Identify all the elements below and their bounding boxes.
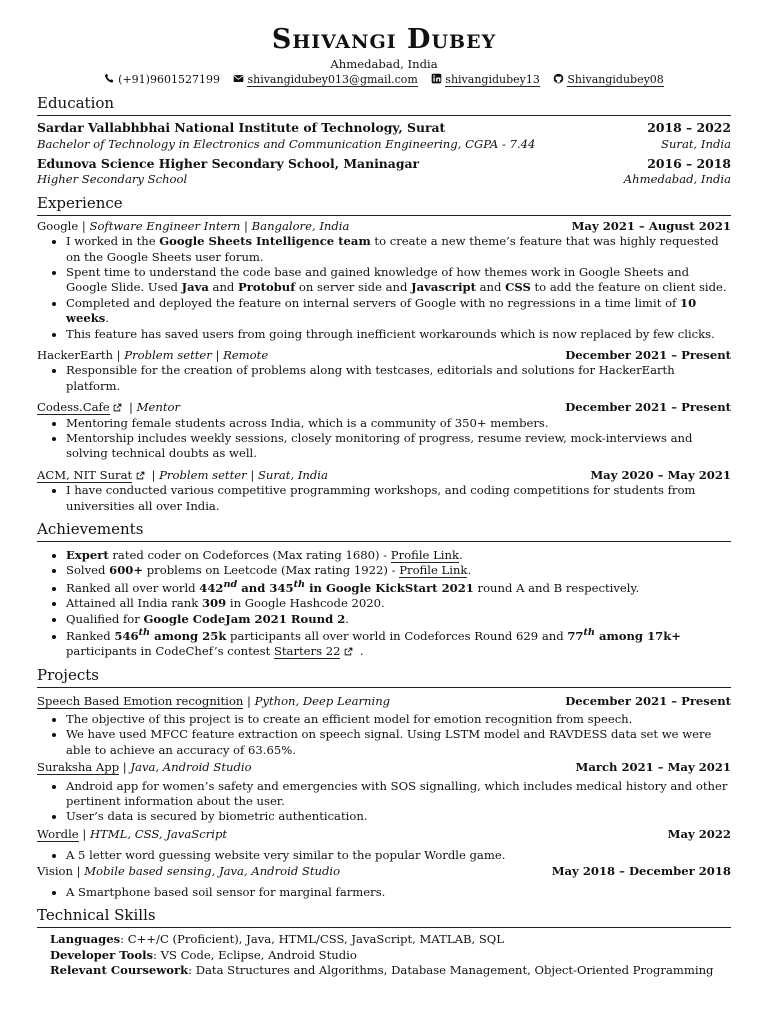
separator: | [72, 863, 85, 878]
skills-section [37, 932, 731, 978]
education-entry [37, 120, 731, 152]
project-tech: Java, Android Studio [130, 760, 252, 775]
list-item: • A 5 letter word guessing website very similar to the popular Wordle game. [66, 848, 731, 863]
place: Remote [223, 348, 269, 363]
phone-icon [104, 73, 115, 84]
separator: | [78, 826, 90, 841]
experience-heading: Experience [37, 194, 731, 216]
list-item: • Expert rated coder on Codeforces (Max rating 1680) - Profile Link. [66, 548, 731, 563]
separator: | [78, 218, 90, 233]
linkedin-link[interactable]: shivangidubey13 [445, 73, 540, 87]
separator: | [211, 348, 224, 363]
separator: | [246, 467, 258, 482]
candidate-location: Ahmedabad, India [330, 57, 438, 72]
list-item: • Attained all India rank 309 in Google Hashcode 2020. [66, 596, 731, 611]
role: Problem setter [124, 348, 212, 363]
bullet-list [37, 779, 731, 825]
role: Software Engineer Intern [89, 218, 241, 233]
linkedin-icon [431, 73, 442, 84]
experience-entry-hackerearth [37, 348, 731, 394]
education-entry [37, 156, 731, 188]
org-link[interactable]: ACM, NIT Surat [37, 467, 133, 482]
degree: Bachelor of Technology in Electronics and Communication Engineering, CGPA - 7.44 [37, 136, 536, 151]
project-tech: Mobile based sensing, Java, Android Studio [84, 863, 341, 878]
contest-link[interactable]: Starters 22 [273, 644, 341, 659]
linkedin-contact[interactable] [431, 73, 543, 86]
org-name: Google [37, 218, 79, 233]
list-item: • Spent time to understand the code base and gained knowledge of how themes work in Google Sheets and Google Slide. Used Java and Protobuf on server side and Javascript and CSS to add the feature on client side. [66, 265, 731, 296]
projects-heading: Projects [37, 666, 731, 688]
separator: | [113, 348, 125, 363]
dates: March 2021 – May 2021 [575, 760, 731, 775]
experience-entry-acm [37, 468, 731, 514]
list-item: • This feature has saved users from going through inefficient workarounds which is now replaced by few clicks. [66, 327, 731, 342]
separator: | [119, 760, 131, 775]
project-entry-suraksha [37, 760, 731, 825]
place: Bangalore, India [251, 218, 350, 233]
email-contact[interactable] [233, 73, 421, 86]
achievements-heading: Achievements [37, 520, 731, 542]
place: Surat, India [257, 467, 328, 482]
external-link-icon[interactable] [344, 647, 353, 656]
experience-entry-google [37, 219, 731, 342]
project-link[interactable]: Speech Based Emotion recognition [37, 693, 244, 708]
achievements-list [37, 548, 731, 660]
list-item: • Mentoring female students across India, which is a community of 350+ members. [66, 416, 731, 431]
separator: | [147, 467, 160, 482]
separator: | [125, 400, 137, 415]
bullet-list [37, 363, 731, 394]
education-section [37, 120, 731, 188]
project-link[interactable]: Wordle [37, 826, 79, 841]
profile-link[interactable]: Profile Link [390, 548, 459, 563]
dates: December 2021 – Present [565, 400, 731, 415]
github-icon [553, 73, 564, 84]
skills-heading: Technical Skills [37, 906, 731, 928]
education-place: Ahmedabad, India [623, 172, 731, 187]
project-entry-vision [37, 864, 731, 901]
list-item: • Android app for women’s safety and emergencies with SOS signalling, which includes medical history and other pertinent information about the user. [66, 779, 731, 810]
project-link[interactable]: Suraksha App [37, 760, 120, 775]
project-tech: Python, Deep Learning [254, 693, 391, 708]
candidate-name: Shivangi Dubey [271, 24, 497, 55]
project-name: Vision [37, 863, 73, 878]
bullet-list [37, 234, 731, 342]
education-dates: 2016 – 2018 [647, 155, 731, 171]
envelope-icon [233, 73, 244, 84]
list-item: • We have used MFCC feature extraction on speech signal. Using LSTM model and RAVDESS data set we were able to achieve an accuracy of 63.65%. [66, 727, 731, 758]
list-item: • I worked in the Google Sheets Intelligence team to create a new theme’s feature that was highly requested on the Google Sheets user forum. [66, 234, 731, 265]
list-item: • Responsible for the creation of problems along with testcases, editorials and solutions for HackerEarth platform. [66, 363, 731, 394]
project-tech: HTML, CSS, JavaScript [89, 826, 228, 841]
bullet-list [37, 885, 731, 900]
bullet-list [37, 416, 731, 462]
dates: May 2018 – December 2018 [551, 863, 731, 878]
email-link[interactable]: shivangidubey013@gmail.com [247, 73, 418, 87]
school-name: Edunova Science Higher Secondary School, Maninagar [37, 155, 420, 171]
list-item: • Ranked all over world 442nd and 345th in Google KickStart 2021 round A and B respectively. [66, 579, 731, 596]
dates: December 2021 – Present [565, 693, 731, 708]
skill-languages: Languages: C++/C (Proficient), Java, HTML/CSS, JavaScript, MATLAB, SQL [50, 932, 505, 947]
role: Mentor [136, 400, 181, 415]
list-item: • Solved 600+ problems on Leetcode (Max rating 1922) - Profile Link. [66, 563, 731, 578]
role: Problem setter [159, 467, 247, 482]
list-item: • A Smartphone based soil sensor for marginal farmers. [66, 885, 731, 900]
bullet-list [37, 848, 731, 863]
skill-tools: Developer Tools: VS Code, Eclipse, Android Studio [50, 947, 357, 962]
project-entry-wordle [37, 827, 731, 864]
external-link-icon[interactable] [136, 471, 145, 480]
dates: May 2022 [667, 826, 731, 841]
separator: | [240, 218, 252, 233]
org-link[interactable]: Codess.Cafe [37, 400, 110, 415]
contact-bar [37, 73, 731, 88]
external-link-icon[interactable] [113, 403, 122, 412]
education-dates: 2018 – 2022 [647, 120, 731, 136]
list-item: • Mentorship includes weekly sessions, closely monitoring of progress, resume review, mock-interviews and solving technical doubts as well. [66, 431, 731, 462]
projects-section [37, 694, 731, 901]
list-item: • Qualified for Google CodeJam 2021 Round 2. [66, 612, 731, 627]
degree: Higher Secondary School [37, 172, 188, 187]
dates: December 2021 – Present [565, 348, 731, 363]
list-item: • Ranked 546th among 25k participants all over world in Codeforces Round 629 and 77th among 17k+ participants in CodeChef’s contest Starters 22 . [66, 627, 731, 660]
bullet-list [37, 483, 731, 514]
phone-text: (+91)9601527199 [118, 73, 220, 87]
list-item: • I have conducted various competitive programming workshops, and coding competitions for students from universities all over India. [66, 483, 731, 514]
phone-contact[interactable] [104, 73, 223, 86]
github-contact[interactable] [553, 73, 663, 86]
experience-entry-codess [37, 400, 731, 462]
dates: May 2021 – August 2021 [571, 218, 731, 233]
list-item: • Completed and deployed the feature on internal servers of Google with no regressions in a time limit of 10 weeks. [66, 296, 731, 327]
profile-link[interactable]: Profile Link [399, 563, 468, 578]
school-name: Sardar Vallabhbhai National Institute of Technology, Surat [37, 120, 446, 136]
education-heading: Education [37, 94, 731, 116]
experience-section [37, 219, 731, 514]
separator: | [243, 693, 255, 708]
dates: May 2020 – May 2021 [590, 467, 731, 482]
project-entry-speech [37, 694, 731, 759]
skill-coursework: Relevant Coursework: Data Structures and Algorithms, Database Management, Object-Oriented Programming [50, 963, 714, 978]
list-item: • The objective of this project is to create an efficient model for emotion recognition from speech. [66, 712, 731, 727]
org-name: HackerEarth [37, 348, 113, 363]
github-link[interactable]: Shivangidubey08 [567, 73, 664, 87]
list-item: • User’s data is secured by biometric authentication. [66, 809, 731, 824]
education-place: Surat, India [661, 136, 731, 151]
bullet-list [37, 712, 731, 758]
